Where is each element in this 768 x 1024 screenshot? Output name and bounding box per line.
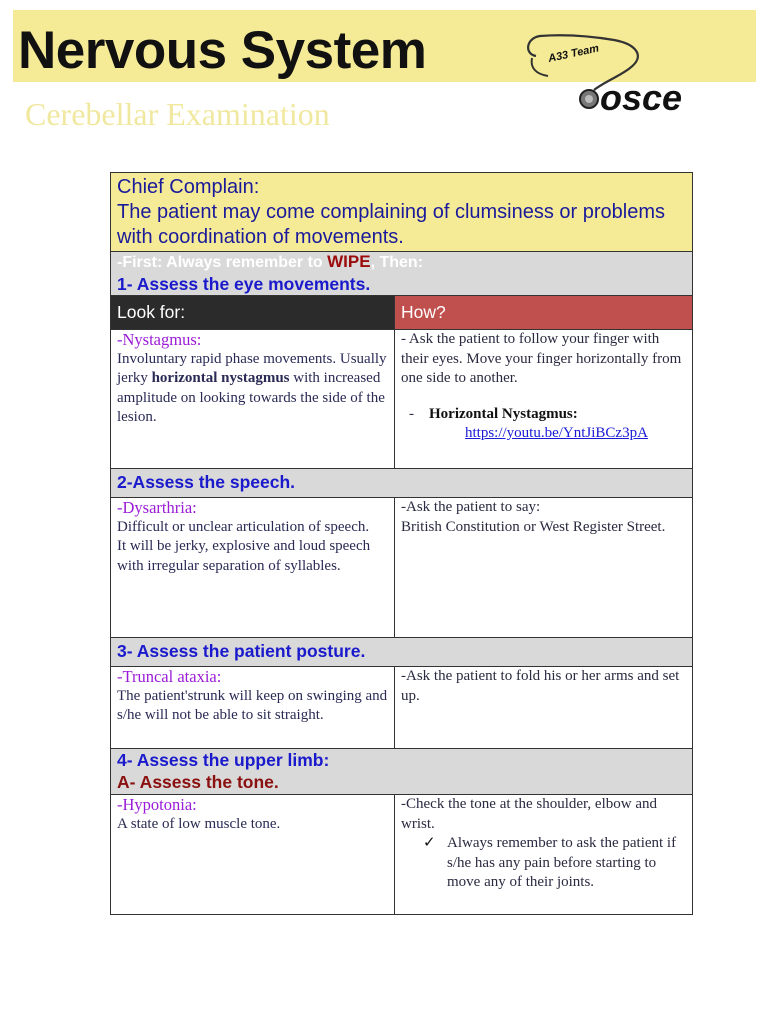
section-2-heading-cell [111,469,693,498]
dysarthria-cell [111,498,395,638]
section-1-heading-cell [111,252,693,296]
wipe-reminder-prefix: -First: Always remember to [117,254,328,271]
nystagmus-cell [111,330,395,469]
truncal-ataxia-cell [111,667,395,749]
chief-complaint-cell [111,173,693,252]
osce-logo [518,28,698,118]
nystagmus-bullet-label: Horizontal Nystagmus: [429,405,578,422]
section-2-heading: 2-Assess the speech. [117,472,296,492]
hypotonia-check-item [401,834,686,893]
hypotonia-cell [111,795,395,915]
nystagmus-term: -Nystagmus: [117,330,202,349]
nystagmus-bullet [401,405,686,425]
nystagmus-how-text: - Ask the patient to follow your finger with their eyes. Move your finger horizontally from one side to another. [401,331,682,386]
section-3-heading: 3- Assess the patient posture. [117,641,366,661]
truncal-ataxia-how-text: -Ask the patient to fold his or her arms and set up. [401,668,680,704]
dysarthria-how-text: -Ask the patient to say: [401,499,541,515]
section-4-subheading: A- Assess the tone. [117,772,279,792]
nystagmus-desc-rest: with increased amplitude on looking towards the side of the lesion. [117,370,385,425]
page-subtitle: Cerebellar Examination [25,96,330,132]
stethoscope-earpiece [532,58,548,76]
hypotonia-term: -Hypotonia: [117,795,197,814]
dysarthria-desc-2: It will be jerky, explosive and loud speech with irregular separation of syllables. [117,538,371,574]
wipe-reminder-suffix: , Then: [370,254,424,271]
section-4-heading: 4- Assess the upper limb: [117,750,330,770]
look-for-header: Look for: [111,296,395,330]
dysarthria-how-phrase: British Constitution or West Register Street. [401,518,666,535]
nystagmus-video-link[interactable]: https://youtu.be/YntJiBCz3pA [465,425,648,441]
exam-table [110,172,693,915]
wipe-reminder [117,252,686,273]
page-title: Nervous System [18,21,427,80]
chief-complaint-heading: Chief Complain: [117,176,260,198]
logo-wordmark: osce [600,77,683,118]
section-1-heading: 1- Assess the eye movements. [117,274,371,294]
checkmark-icon: ✓ [423,835,436,851]
nystagmus-desc: Involuntary rapid phase movements. Usually jerky [117,350,387,386]
dysarthria-term: -Dysarthria: [117,498,197,517]
bullet-dash: - [409,405,414,422]
chief-complaint-text: The patient may come complaining of clumsiness or problems with coordination of movements. [117,201,666,248]
hypotonia-desc: A state of low muscle tone. [117,815,281,832]
how-header: How? [395,296,693,330]
nystagmus-how-cell [395,330,693,469]
truncal-ataxia-desc: The patient'strunk will keep on swinging and s/he will not be able to sit straight. [117,687,388,723]
logo-badge-text: A33 Team [547,42,601,65]
truncal-ataxia-how-cell [395,667,693,749]
hypotonia-how-text: -Check the tone at the shoulder, elbow and wrist. [401,796,657,832]
dysarthria-desc: Difficult or unclear articulation of speech. [117,518,370,535]
dysarthria-how-cell [395,498,693,638]
nystagmus-desc-bold: horizontal nystagmus [151,370,290,386]
wipe-word: WIPE [327,252,371,271]
section-4-heading-cell [111,749,693,795]
stethoscope-chestpiece-inner [585,95,593,103]
hypotonia-check-text: Always remember to ask the patient if s/he has any pain before starting to move any of their joints. [447,835,677,890]
truncal-ataxia-term: -Truncal ataxia: [117,667,222,686]
section-3-heading-cell [111,638,693,667]
hypotonia-how-cell [395,795,693,915]
